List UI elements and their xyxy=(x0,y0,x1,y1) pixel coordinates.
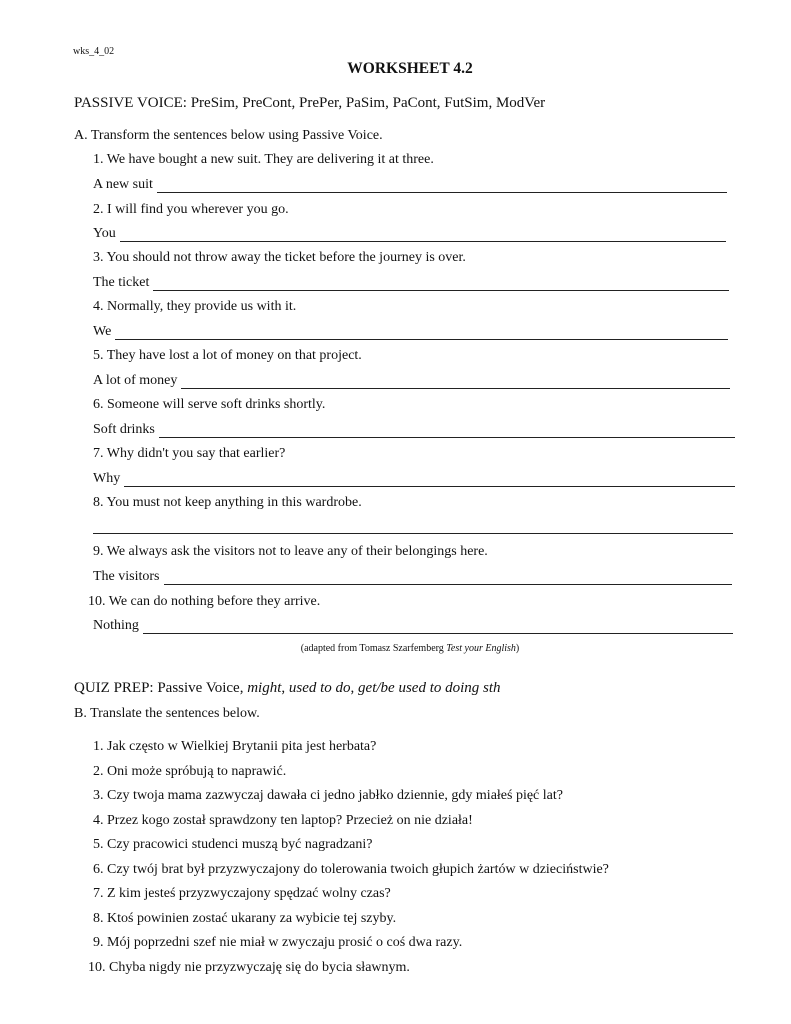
answer-line[interactable] xyxy=(93,177,727,193)
item-sentence: I will find you wherever you go. xyxy=(107,202,289,217)
answer-blank[interactable] xyxy=(115,326,728,340)
item-number: 9. xyxy=(93,544,104,559)
worksheet-title: WORKSHEET 4.2 xyxy=(347,60,473,77)
item-sentence: You should not throw away the ticket before the journey is over. xyxy=(106,250,466,265)
answer-lead: We xyxy=(93,324,112,339)
answer-line[interactable] xyxy=(93,324,728,340)
answer-blank[interactable] xyxy=(157,179,727,193)
exercise-sentence xyxy=(93,544,488,560)
exercise-sentence xyxy=(88,594,320,610)
item-number: 4. xyxy=(93,299,104,314)
exercise-sentence xyxy=(93,250,466,266)
exercise-sentence xyxy=(93,202,289,218)
exercise-sentence xyxy=(93,152,434,168)
translation-item: 5. Czy pracowici studenci muszą być nagradzani? xyxy=(93,837,373,852)
translation-item: 8. Ktoś powinien zostać ukarany za wybicie tej szyby. xyxy=(93,911,397,926)
item-number: 5. xyxy=(93,348,104,363)
item-sentence: You must not keep anything in this wardrobe. xyxy=(106,495,362,510)
item-sentence: They have lost a lot of money on that project. xyxy=(106,348,362,363)
answer-lead: Nothing xyxy=(93,618,139,633)
translation-item: 9. Mój poprzedni szef nie miał w zwyczaju prosić o coś dwa razy. xyxy=(93,935,463,950)
exercise-sentence xyxy=(93,495,362,511)
answer-lead: Soft drinks xyxy=(93,422,155,437)
item-sentence: Someone will serve soft drinks shortly. xyxy=(107,397,326,412)
answer-blank[interactable] xyxy=(143,620,733,634)
exercise-sentence xyxy=(93,299,296,315)
answer-line[interactable] xyxy=(93,471,735,487)
answer-line[interactable] xyxy=(93,275,729,291)
answer-line[interactable] xyxy=(93,569,732,585)
answer-line[interactable] xyxy=(93,373,730,389)
item-sentence: We always ask the visitors not to leave any of their belongings here. xyxy=(106,544,488,559)
part-b-instruction: B. Translate the sentences below. xyxy=(74,706,260,721)
item-number: 3. xyxy=(93,250,104,265)
answer-lead: A lot of money xyxy=(93,373,178,388)
translation-item: 10. Chyba nigdy nie przyzwyczaję się do bycia sławnym. xyxy=(88,960,410,975)
item-number: 2. xyxy=(93,202,104,217)
item-sentence: Normally, they provide us with it. xyxy=(107,299,297,314)
answer-blank[interactable] xyxy=(181,375,730,389)
exercise-sentence xyxy=(93,397,325,413)
item-number: 7. xyxy=(93,446,104,461)
answer-lead: Why xyxy=(93,471,121,486)
answer-blank[interactable] xyxy=(153,277,729,291)
item-number: 1. xyxy=(93,152,104,167)
worksheet-code: wks_4_02 xyxy=(73,46,115,57)
item-sentence: We can do nothing before they arrive. xyxy=(108,594,321,609)
translation-item: 3. Czy twoja mama zazwyczaj dawała ci jedno jabłko dziennie, gdy miałeś pięć lat? xyxy=(93,788,563,803)
answer-line[interactable] xyxy=(93,618,733,634)
answer-blank[interactable] xyxy=(93,520,733,534)
translation-item: 1. Jak często w Wielkiej Brytanii pita jest herbata? xyxy=(93,739,377,754)
topic-heading: PASSIVE VOICE: PreSim, PreCont, PrePer, PaSim, PaCont, FutSim, ModVer xyxy=(74,95,546,111)
exercise-sentence xyxy=(93,348,362,364)
item-number: 6. xyxy=(93,397,104,412)
exercise-sentence xyxy=(93,446,285,462)
answer-blank[interactable] xyxy=(159,424,735,438)
item-sentence: Why didn't you say that earlier? xyxy=(106,446,286,461)
answer-lead: The ticket xyxy=(93,275,150,290)
item-number: 8. xyxy=(93,495,104,510)
answer-blank[interactable] xyxy=(120,228,726,242)
answer-line[interactable] xyxy=(93,520,733,534)
item-sentence: We have bought a new suit. They are delivering it at three. xyxy=(106,152,434,167)
answer-lead: The visitors xyxy=(93,569,160,584)
answer-lead: You xyxy=(93,226,116,241)
translation-item: 4. Przez kogo został sprawdzony ten laptop? Przecież on nie działa! xyxy=(93,813,473,828)
answer-lead: A new suit xyxy=(93,177,153,192)
part-a-instruction: A. Transform the sentences below using Passive Voice. xyxy=(74,128,383,143)
answer-blank[interactable] xyxy=(124,473,735,487)
answer-blank[interactable] xyxy=(164,571,733,585)
item-number: 10. xyxy=(88,594,106,609)
translation-item: 2. Oni może spróbują to naprawić. xyxy=(93,764,287,779)
translation-item: 7. Z kim jesteś przyzwyczajony spędzać wolny czas? xyxy=(93,886,391,901)
answer-line[interactable] xyxy=(93,422,735,438)
source-note: (adapted from Tomasz Szarfemberg Test your English) xyxy=(300,643,520,654)
answer-line[interactable] xyxy=(93,226,726,242)
translation-item: 6. Czy twój brat był przyzwyczajony do tolerowania twoich głupich żartów w dzieciństwie? xyxy=(93,862,609,877)
quiz-heading: QUIZ PREP: Passive Voice, might, used to do, get/be used to doing sth xyxy=(74,680,501,696)
